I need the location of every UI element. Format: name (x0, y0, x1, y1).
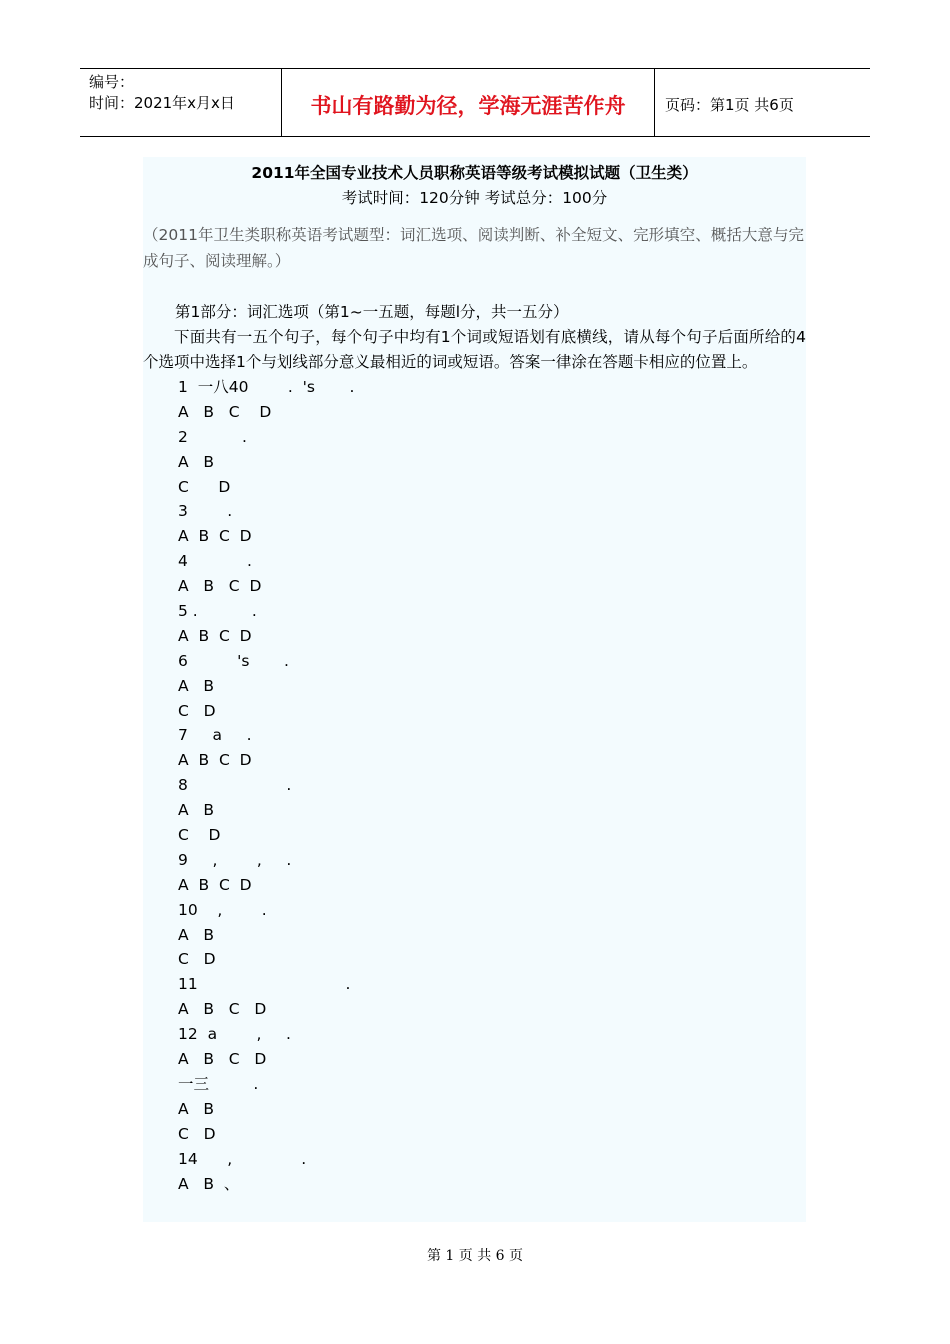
question-line: 14 , . (178, 1149, 307, 1168)
question-line: A B (178, 676, 215, 695)
question-line: 10 , . (178, 900, 267, 919)
question-line: A B C D (178, 1000, 267, 1019)
question-line: C D (178, 950, 216, 969)
header-page-info: 页码：第1页 共6页 (665, 96, 794, 114)
question-line: A B (178, 801, 215, 820)
question-line: 1 一八40 . 's . (178, 378, 355, 396)
question-line: A B (178, 925, 215, 944)
page-footer: 第 1 页 共 6 页 (426, 1248, 524, 1264)
question-line: 一三 . (178, 1074, 259, 1093)
question-line: 12 a , . (178, 1025, 291, 1044)
question-line: C D (178, 701, 216, 720)
question-line: A B (178, 452, 215, 471)
question-list (143, 375, 806, 1196)
question-line: A B C D (178, 875, 252, 894)
question-line: A B C D (178, 527, 252, 546)
part1-title: 第1部分：词汇选项（第1~一五题，每题l分，共一五分） (175, 303, 569, 321)
document-date: 时间：2021年x月x日 (89, 94, 235, 112)
question-line: A B C D (178, 577, 262, 596)
question-line: A B C D (178, 751, 252, 770)
header-motto: 书山有路勤为径，学海无涯苦作舟 (281, 69, 655, 136)
question-line: C D (178, 477, 231, 496)
question-line: A B C D (178, 1050, 267, 1069)
document-title: 2011年全国专业技术人员职称英语等级考试模拟试题（卫生类） (251, 164, 698, 182)
question-line: 9 , , . (178, 850, 292, 869)
header-meta (80, 69, 281, 136)
question-line: A B C D (178, 626, 252, 645)
question-line: C D (178, 826, 221, 845)
question-line: 11 . (178, 975, 351, 994)
question-line: 4 . (178, 552, 252, 571)
document-subtitle: 考试时间：120分钟 考试总分：100分 (341, 189, 608, 207)
question-line: 7 a . (178, 726, 252, 745)
question-line: C D (178, 1124, 216, 1143)
question-line: 6 's . (178, 651, 289, 670)
question-line: A B C D (178, 402, 272, 421)
exam-format-intro: （2011年卫生类职称英语考试题型：词汇选项、阅读判断、补全短文、完形填空、概括大意与完成句子、阅读理解。） (143, 226, 804, 270)
question-line: 3 . (178, 502, 233, 521)
part1-instructions: 下面共有一五个句子，每个句子中均有1个词或短语划有底横线，请从每个句子后面所给的4个选项中选择1个与划线部分意义最相近的词或短语。答案一律涂在答题卡相应的位置上。 (143, 328, 806, 371)
question-line: 5 . . (178, 602, 257, 621)
document-number-label: 编号： (89, 73, 135, 91)
question-line: A B 、 (178, 1174, 240, 1193)
document-body (143, 157, 806, 1222)
page-header (80, 68, 870, 137)
question-line: 8 . (178, 776, 292, 795)
question-line: 2 . (178, 427, 247, 446)
question-line: A B (178, 1099, 215, 1118)
